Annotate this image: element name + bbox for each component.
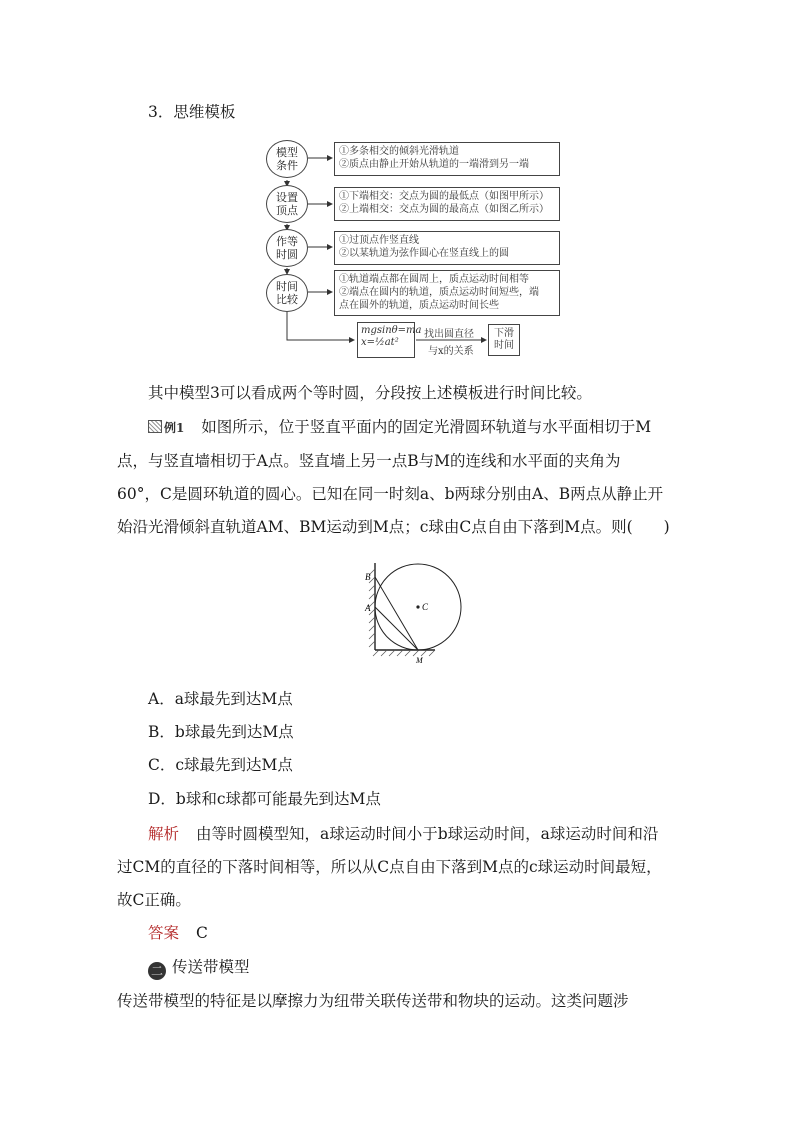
option-a: A．a球最先到达M点: [148, 690, 293, 708]
analysis-line2: 过CM的直径的下落时间相等，所以从C点自由下落到M点的c球运动时间最短，: [117, 858, 662, 876]
answer-value: C: [195, 924, 208, 942]
section-number-icon: 二: [148, 962, 166, 980]
flow-formula-box: [357, 322, 422, 358]
answer-label: 答案: [148, 924, 180, 942]
example1-line1: [148, 415, 713, 437]
label-M: M: [416, 656, 423, 665]
example1-text-line1: 如图所示，位于竖直平面内的固定光滑圆环轨道与水平面相切于M: [201, 418, 652, 436]
label-C: C: [422, 602, 429, 612]
example-tag: [148, 419, 184, 436]
conveyor-section-title: 传送带模型: [172, 958, 250, 976]
label-A: A: [365, 603, 371, 613]
flow-step-draw-circle: 作等时圆: [266, 229, 308, 267]
flow-box-line: ②上端相交：交点为圆的最高点（如图乙所示）: [339, 204, 549, 215]
option-b: B．b球最先到达M点: [148, 723, 294, 741]
conveyor-paragraph: 传送带模型的特征是以摩擦力为纽带关联传送带和物块的运动。这类问题涉: [117, 992, 629, 1010]
option-c: C．c球最先到达M点: [148, 756, 293, 774]
analysis-text-line1: 由等时圆模型知，a球运动时间小于b球运动时间，a球运动时间和沿: [195, 825, 659, 843]
flow-result-box: 下滑时间: [488, 324, 520, 356]
flow-box-line: ②端点在圆内的轨道，质点运动时间短些，端: [339, 287, 539, 298]
example-tag-label: 例1: [164, 421, 185, 435]
flow-box-line: ②质点由静止开始从轨道的一端滑到另一端: [339, 159, 529, 170]
flow-box-line: ②以某轨道为弦作圆心在竖直线上的圆: [339, 248, 509, 259]
flow-arrow-label-top: 找出圆直径: [424, 329, 474, 340]
flow-box-draw-circle: [334, 231, 560, 265]
example1-line4: 始沿光滑倾斜直轨道AM、BM运动到M点；c球由C点自由下落到M点。则( ): [117, 518, 670, 536]
flow-step-set-vertex: 设置顶点: [266, 185, 308, 223]
analysis-line1: [148, 822, 713, 844]
label-B: B: [365, 572, 371, 582]
analysis-label: 解析: [148, 825, 180, 843]
formula-newton: mgsinθ=ma: [361, 325, 422, 336]
flow-box-compare-time: [334, 270, 560, 316]
flow-arrow-label-bottom: 与x的关系: [428, 346, 474, 357]
flow-box-line: 点在圆外的轨道，质点运动时间长些: [339, 300, 499, 311]
formula-displacement: x=½at²: [361, 337, 399, 348]
example1-line2: 点，与竖直墙相切于A点。竖直墙上另一点B与M的连线和水平面的夹角为: [117, 452, 621, 470]
flow-box-line: ①下端相交：交点为圆的最低点（如图甲所示）: [339, 191, 549, 202]
analysis-line3: 故C正确。: [117, 891, 191, 909]
conveyor-section-heading: [148, 955, 713, 980]
flow-box-model-condition: [334, 142, 560, 176]
option-d: D．b球和c球都可能最先到达M点: [148, 790, 381, 808]
example1-figure: [355, 555, 470, 667]
flow-step-compare-time: 时间比较: [266, 274, 308, 312]
flow-box-line: ①过顶点作竖直线: [339, 235, 419, 246]
flow-box-line: ①多条相交的倾斜光滑轨道: [339, 146, 459, 157]
example1-line3: 60°，C是圆环轨道的圆心。已知在同一时刻a、b两球分别由A、B两点从静止开: [117, 485, 664, 503]
section-heading: 3．思维模板: [148, 103, 236, 121]
flow-box-set-vertex: [334, 187, 560, 221]
answer-line: [148, 921, 713, 943]
flow-step-model-condition: 模型条件: [266, 140, 308, 178]
example-icon: [148, 420, 162, 433]
model3-paragraph: 其中模型3可以看成两个等时圆，分段按上述模板进行时间比较。: [148, 384, 592, 402]
flow-box-line: ①轨道端点都在圆周上，质点运动时间相等: [339, 274, 529, 285]
